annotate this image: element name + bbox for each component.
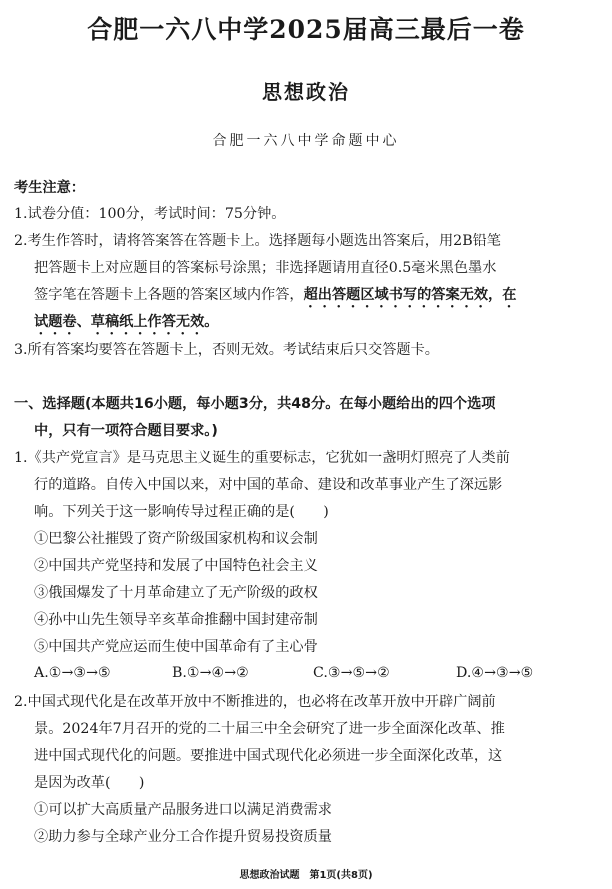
subject-title: 思想政治 xyxy=(262,80,350,104)
notice-item-2-line-3-plain: 签字笔在答题卡上各题的答案区域内作答， xyxy=(34,287,304,303)
question-2-statement-2: ②助力参与全球产业分工合作提升贸易投资质量 xyxy=(34,829,332,845)
question-2-line-1: 2.中国式现代化是在改革开放中不断推进的，也必将在改革开放中开辟广阔前 xyxy=(14,694,496,710)
section-heading-line-1: 一、选择题(本题共16小题，每小题3分，共48分。在每小题给出的四个选项 xyxy=(14,396,496,412)
notice-item-2-line-2: 把答题卡上对应题目的答案标号涂黑；非选择题请用直径0.5毫米黑色墨水 xyxy=(34,260,497,276)
question-1-statement-3: ③俄国爆发了十月革命建立了无产阶级的政权 xyxy=(34,585,318,601)
question-2-line-4: 是因为改革( ) xyxy=(34,775,145,791)
notice-item-2-line-3 xyxy=(34,285,604,311)
question-2-statement-1: ①可以扩大高质量产品服务进口以满足消费需求 xyxy=(34,802,332,818)
section-heading-line-2: 中，只有一项符合题目要求。) xyxy=(34,423,218,439)
notice-item-2-line-4: 试题卷、草稿纸上作答无效。 xyxy=(34,314,219,330)
question-1-line-1: 1.《共产党宣言》是马克思主义诞生的重要标志，它犹如一盏明灯照亮了人类前 xyxy=(14,450,510,466)
question-2-line-3: 进中国式现代化的问题。要推进中国式现代化必须进一步全面深化改革，这 xyxy=(34,748,503,764)
issuer-line: 合肥一六八中学命题中心 xyxy=(212,133,400,149)
question-1-statement-2: ②中国共产党坚持和发展了中国特色社会主义 xyxy=(34,558,318,574)
notice-item-2-line-1: 2.考生作答时，请将答案答在答题卡上。选择题每小题选出答案后，用2B铅笔 xyxy=(14,233,501,249)
notice-heading: 考生注意： xyxy=(14,180,85,196)
page-footer: 思想政治试题 第1页(共8页) xyxy=(239,870,373,881)
question-1-option-d: D.④→③→⑤ xyxy=(456,665,534,681)
notice-item-2-line-3-emphasis: 超出答题区域书写的答案无效，在 xyxy=(303,287,517,303)
exam-title: 合肥一六八中学2025届高三最后一卷 xyxy=(87,15,525,44)
question-1-line-2: 行的道路。自传入中国以来，对中国的革命、建设和改革事业产生了深远影 xyxy=(34,477,503,493)
question-1-option-a: A.①→③→⑤ xyxy=(34,665,111,681)
notice-item-1: 1.试卷分值：100分，考试时间：75分钟。 xyxy=(14,206,286,222)
question-1-option-b: B.①→④→② xyxy=(172,665,249,681)
question-1-statement-1: ①巴黎公社摧毁了资产阶级国家机构和议会制 xyxy=(34,531,318,547)
question-2-line-2: 景。2024年7月召开的党的二十届三中全会研究了进一步全面深化改革、推 xyxy=(34,721,505,737)
question-1-option-c: C.③→⑤→② xyxy=(313,665,390,681)
notice-item-3: 3.所有答案均要答在答题卡上，否则无效。考试结束后只交答题卡。 xyxy=(14,342,439,358)
question-1-line-3: 响。下列关于这一影响传导过程正确的是( ) xyxy=(34,504,329,520)
question-1-statement-4: ④孙中山先生领导辛亥革命推翻中国封建帝制 xyxy=(34,612,318,628)
question-1-statement-5: ⑤中国共产党应运而生使中国革命有了主心骨 xyxy=(34,639,318,655)
